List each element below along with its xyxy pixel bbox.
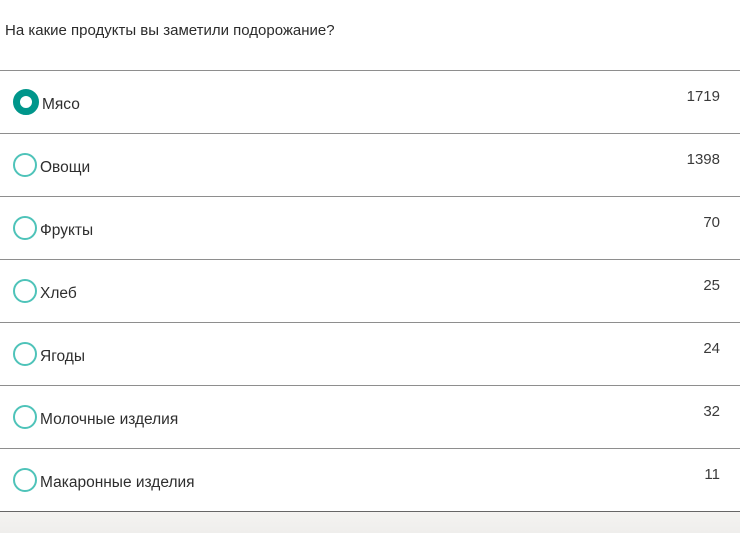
option-vote-count: 24 bbox=[703, 339, 720, 357]
option-label: Хлеб bbox=[40, 285, 77, 302]
option-vote-count: 25 bbox=[703, 276, 720, 294]
radio-selected-icon[interactable] bbox=[13, 89, 39, 115]
poll-options-list bbox=[0, 70, 740, 512]
option-row[interactable] bbox=[0, 449, 740, 512]
option-vote-count: 32 bbox=[703, 402, 720, 420]
option-vote-count: 11 bbox=[704, 465, 720, 483]
radio-unselected-icon[interactable] bbox=[13, 279, 37, 303]
option-label: Молочные изделия bbox=[40, 411, 179, 428]
option-label: Макаронные изделия bbox=[40, 474, 195, 491]
option-label: Ягоды bbox=[40, 348, 85, 365]
radio-unselected-icon[interactable] bbox=[13, 342, 37, 366]
radio-unselected-icon[interactable] bbox=[13, 153, 37, 177]
radio-unselected-icon[interactable] bbox=[13, 216, 37, 240]
option-label: Фрукты bbox=[40, 222, 94, 239]
option-row[interactable] bbox=[0, 134, 740, 197]
radio-unselected-icon[interactable] bbox=[13, 405, 37, 429]
footer-strip bbox=[0, 512, 740, 533]
option-vote-count: 70 bbox=[703, 213, 720, 231]
poll-question: На какие продукты вы заметили подорожание? bbox=[5, 22, 335, 39]
option-row[interactable] bbox=[0, 71, 740, 134]
option-label: Мясо bbox=[42, 96, 80, 113]
option-row[interactable] bbox=[0, 260, 740, 323]
option-row[interactable] bbox=[0, 386, 740, 449]
radio-unselected-icon[interactable] bbox=[13, 468, 37, 492]
option-label: Овощи bbox=[40, 159, 91, 176]
option-row[interactable] bbox=[0, 197, 740, 260]
option-vote-count: 1719 bbox=[686, 87, 720, 105]
option-row[interactable] bbox=[0, 323, 740, 386]
option-vote-count: 1398 bbox=[686, 150, 720, 168]
